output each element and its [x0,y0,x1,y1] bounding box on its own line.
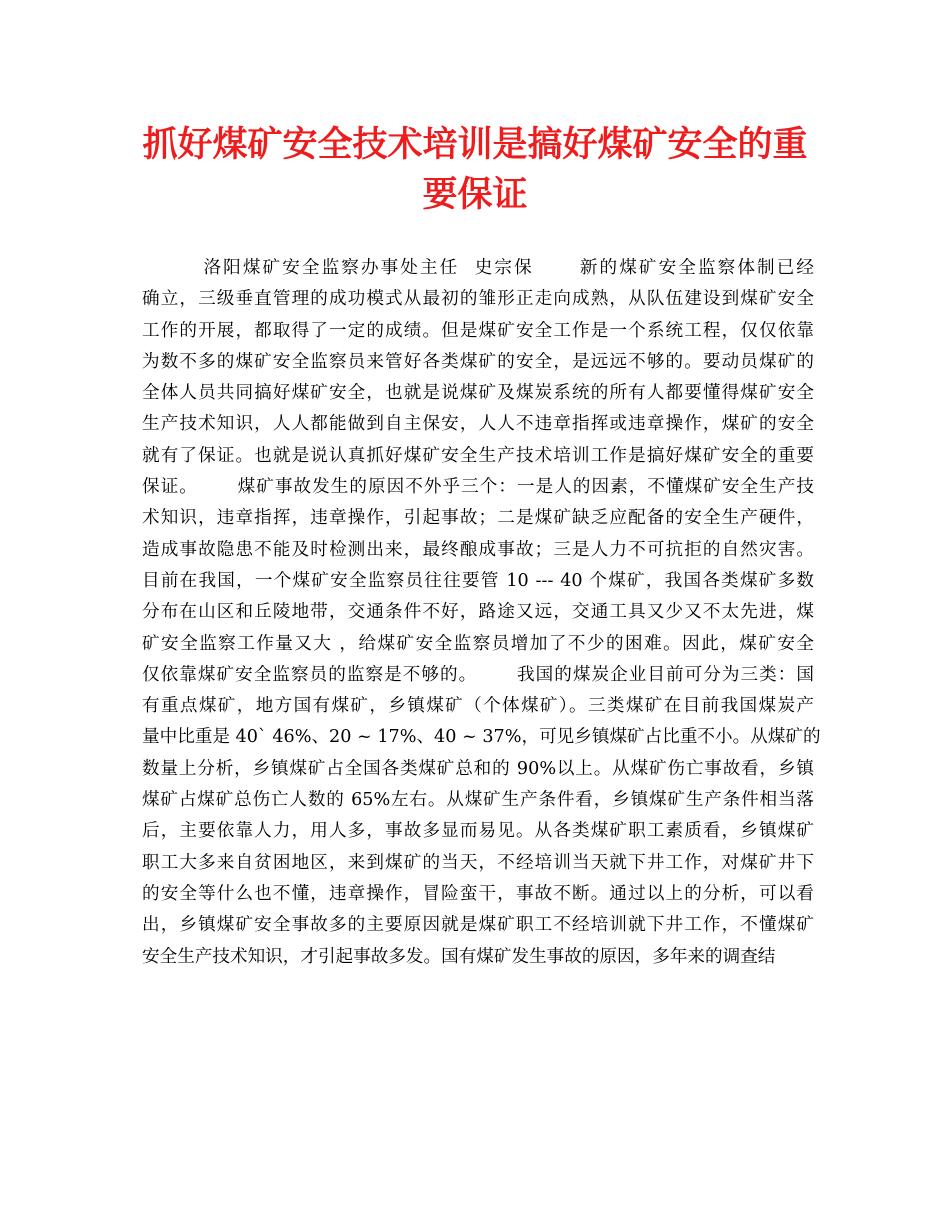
body-line: 全体人员共同搞好煤矿安全，也就是说煤矿及煤炭系统的所有人都要懂得煤矿安全 [142,383,814,404]
body-line: 就有了保证。也就是说认真抓好煤矿安全生产技术培训工作是搞好煤矿安全的重要 [142,445,814,466]
body-line: 的安全等什么也不懂，违章操作，冒险蛮干，事故不断。通过以上的分析，可以看 [142,883,814,904]
document-body [142,253,821,973]
body-line: 出，乡镇煤矿安全事故多的主要原因就是煤矿职工不经培训就下井工作，不懂煤矿 [142,915,814,936]
body-line: 职工大多来自贫困地区，来到煤矿的当天，不经培训当天就下井工作，对煤矿井下 [142,852,814,873]
body-line: 洛阳煤矿安全监察办事处主任 史宗保 新的煤矿安全监察体制已经 [142,258,814,278]
body-line: 安全生产技术知识，才引起事故多发。国有煤矿发生事故的原因，多年来的调查结 [142,946,776,967]
body-line: 为数不多的煤矿安全监察员来管好各类煤矿的安全，是远远不够的。要动员煤矿的 [142,351,814,372]
body-line: 矿安全监察工作量又大 ，给煤矿安全监察员增加了不少的困难。因此，煤矿安全 [142,633,814,654]
body-line: 造成事故隐患不能及时检测出来，最终酿成事故；三是人力不可抗拒的自然灾害。 [142,539,814,560]
body-line: 后，主要依靠人力，用人多，事故多显而易见。从各类煤矿职工素质看，乡镇煤矿 [142,821,814,842]
body-line: 保证。 煤矿事故发生的原因不外乎三个：一是人的因素，不懂煤矿安全生产技 [142,477,814,498]
document-title: 抓好煤矿安全技术培训是搞好煤矿安全的重要保证 [142,124,808,215]
body-line: 生产技术知识，人人都能做到自主保安，人人不违章指挥或违章操作，煤矿的安全 [142,414,814,435]
body-line: 量中比重是 40` 46%、20 ~ 17%、40 ~ 37%，可见乡镇煤矿占比重不小。从煤矿的 [142,727,821,748]
body-line: 仅依靠煤矿安全监察员的监察是不够的。 我国的煤炭企业目前可分为三类：国 [142,664,814,685]
body-line: 数量上分析，乡镇煤矿占全国各类煤矿总和的 90%以上。从煤矿伤亡事故看，乡镇 [142,758,814,779]
body-line: 工作的开展，都取得了一定的成绩。但是煤矿安全工作是一个系统工程，仅仅依靠 [142,320,814,341]
body-line: 术知识，违章指挥，违章操作，引起事故；二是煤矿缺乏应配备的安全生产硬件， [142,508,814,529]
body-line: 煤矿占煤矿总伤亡人数的 65%左右。从煤矿生产条件看，乡镇煤矿生产条件相当落 [142,790,814,811]
body-line: 目前在我国，一个煤矿安全监察员往往要管 10 --- 40 个煤矿，我国各类煤矿多数 [142,570,814,591]
body-line: 有重点煤矿，地方国有煤矿，乡镇煤矿（个体煤矿）。三类煤矿在目前我国煤炭产 [142,696,814,717]
body-line: 分布在山区和丘陵地带，交通条件不好，路途又远，交通工具又少又不太先进，煤 [142,602,814,623]
body-line: 确立，三级垂直管理的成功模式从最初的雏形正走向成熟，从队伍建设到煤矿安全 [142,289,814,310]
